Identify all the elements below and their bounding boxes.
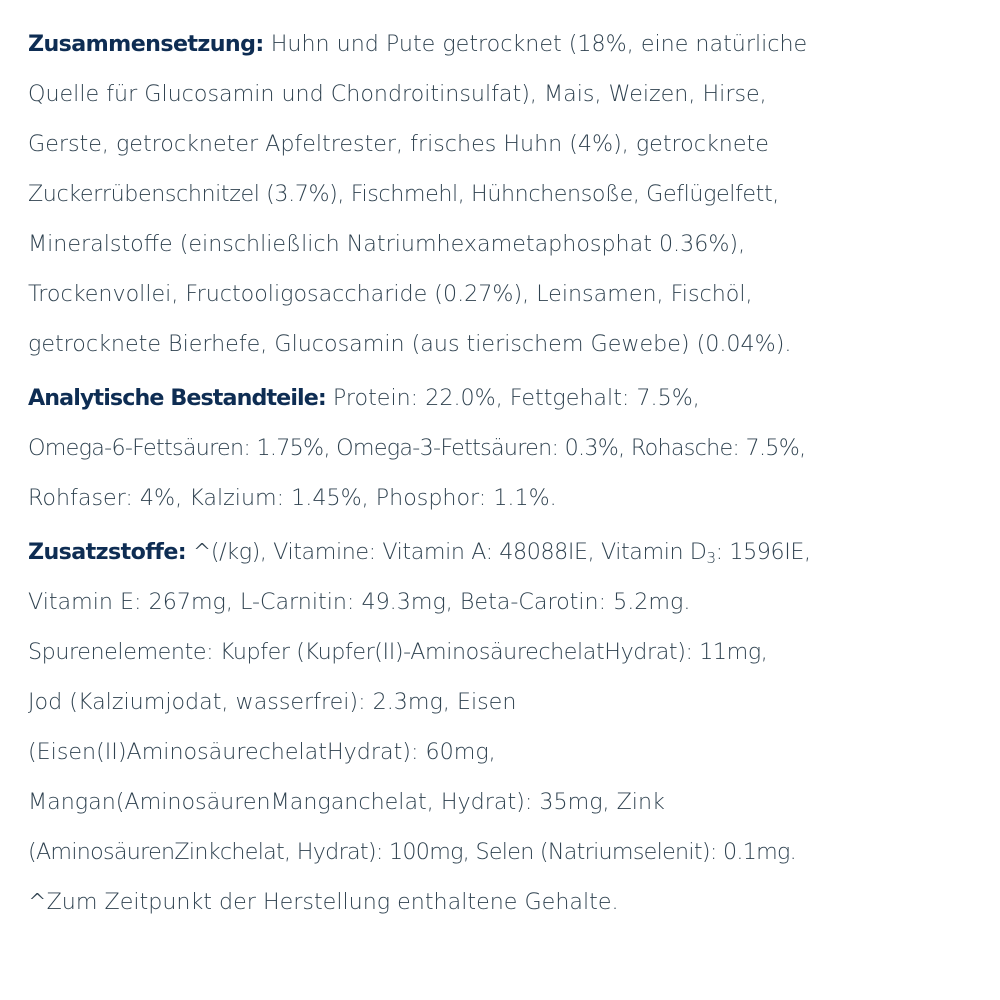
composition-line-3: Gerste, getrockneter Apfeltrester, frisches Huhn (4%), getrocknete [28, 131, 769, 157]
composition-text: Huhn und Pute getrocknet (18%, eine natürliche [263, 31, 808, 57]
additives-line-5: (Eisen(II)AminosäurechelatHydrat): 60mg, [28, 739, 496, 765]
additives-line-1 [28, 527, 978, 577]
composition-line-1 [28, 19, 978, 69]
additives-label: Zusatzstoffe: [28, 539, 187, 565]
ingredients-text [28, 19, 978, 927]
composition-line-7: getrocknete Bierhefe, Glucosamin (aus tierischem Gewebe) (0.04%). [28, 331, 792, 357]
additives-line-4: Jod (Kalziumjodat, wasserfrei): 2.3mg, Eisen [28, 689, 517, 715]
analytical-line-3: Rohfaser: 4%, Kalzium: 1.45%, Phosphor: 1.1%. [28, 485, 557, 511]
composition-line-4: Zuckerrübenschnitzel (3.7%), Fischmehl, Hühnchensoße, Geflügelfett, [28, 181, 779, 207]
additives-text: ^(/kg), Vitamine: Vitamin A: 48088IE, Vitamin D [186, 539, 707, 565]
additives-line-6: Mangan(AminosäurenManganchelat, Hydrat): 35mg, Zink [28, 789, 665, 815]
composition-section [28, 19, 978, 369]
analytical-text: Protein: 22.0%, Fettgehalt: 7.5%, [325, 385, 700, 411]
analytical-line-1 [28, 373, 978, 423]
additives-line-3: Spurenelemente: Kupfer (Kupfer(II)-AminosäurechelatHydrat): 11mg, [28, 639, 768, 665]
additives-text-after-sub: : 1596IE, [715, 539, 811, 565]
analytical-label: Analytische Bestandteile: [28, 385, 326, 411]
composition-line-5: Mineralstoffe (einschließlich Natriumhexametaphosphat 0.36%), [28, 231, 746, 257]
footnote: ^Zum Zeitpunkt der Herstellung enthaltene Gehalte. [28, 889, 619, 915]
vitamin-d-subscript: 3 [706, 549, 716, 567]
composition-line-6: Trockenvollei, Fructooligosaccharide (0.27%), Leinsamen, Fischöl, [28, 281, 753, 307]
analytical-line-2: Omega-6-Fettsäuren: 1.75%, Omega-3-Fettsäuren: 0.3%, Rohasche: 7.5%, [28, 435, 806, 461]
additives-line-2: Vitamin E: 267mg, L-Carnitin: 49.3mg, Beta-Carotin: 5.2mg. [28, 589, 691, 615]
composition-line-2: Quelle für Glucosamin und Chondroitinsulfat), Mais, Weizen, Hirse, [28, 81, 767, 107]
composition-label: Zusammensetzung: [28, 31, 264, 57]
additives-section [28, 527, 978, 927]
analytical-section [28, 373, 978, 523]
additives-line-7: (AminosäurenZinkchelat, Hydrat): 100mg, Selen (Natriumselenit): 0.1mg. [28, 839, 797, 865]
